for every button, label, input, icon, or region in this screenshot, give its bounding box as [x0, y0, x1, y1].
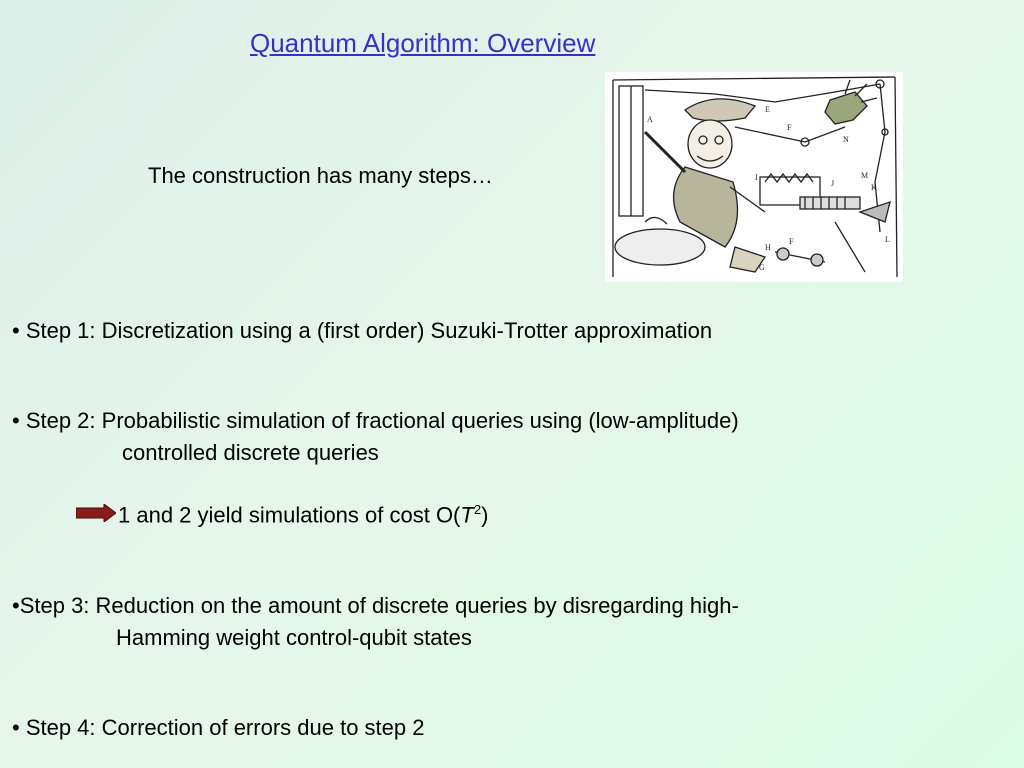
slide-title[interactable]: Quantum Algorithm: Overview — [250, 28, 596, 58]
result-suffix: ) — [481, 502, 489, 528]
step-3-continuation: Hamming weight control-qubit states — [116, 625, 472, 650]
svg-text:F: F — [789, 237, 794, 246]
result-exponent: 2 — [473, 502, 482, 517]
rube-goldberg-cartoon — [605, 72, 903, 282]
svg-text:G: G — [759, 263, 765, 272]
svg-text:M: M — [861, 171, 869, 180]
step-2-continuation: controlled discrete queries — [122, 440, 379, 465]
result-variable: T — [460, 502, 474, 528]
svg-text:I: I — [755, 173, 758, 182]
svg-text:L: L — [885, 235, 890, 244]
step-1-text: • Step 1: Discretization using a (first order) Suzuki-Trotter approximation — [12, 318, 713, 343]
svg-text:K: K — [871, 183, 877, 192]
result-text — [118, 502, 488, 528]
svg-text:E: E — [765, 105, 770, 114]
result-prefix: 1 and 2 yield simulations of cost O( — [118, 502, 461, 528]
slide-subtitle: The construction has many steps… — [148, 163, 493, 188]
svg-text:J: J — [831, 179, 835, 188]
svg-text:A: A — [647, 115, 653, 124]
svg-text:H: H — [765, 243, 771, 252]
right-arrow-icon — [76, 504, 116, 522]
svg-text:N: N — [843, 135, 849, 144]
step-2-text: • Step 2: Probabilistic simulation of fractional queries using (low-amplitude) — [12, 408, 739, 433]
step-3-text: •Step 3: Reduction on the amount of discrete queries by disregarding high- — [12, 593, 739, 618]
step-4-text: • Step 4: Correction of errors due to step 2 — [12, 715, 425, 740]
svg-text:F: F — [787, 123, 792, 132]
